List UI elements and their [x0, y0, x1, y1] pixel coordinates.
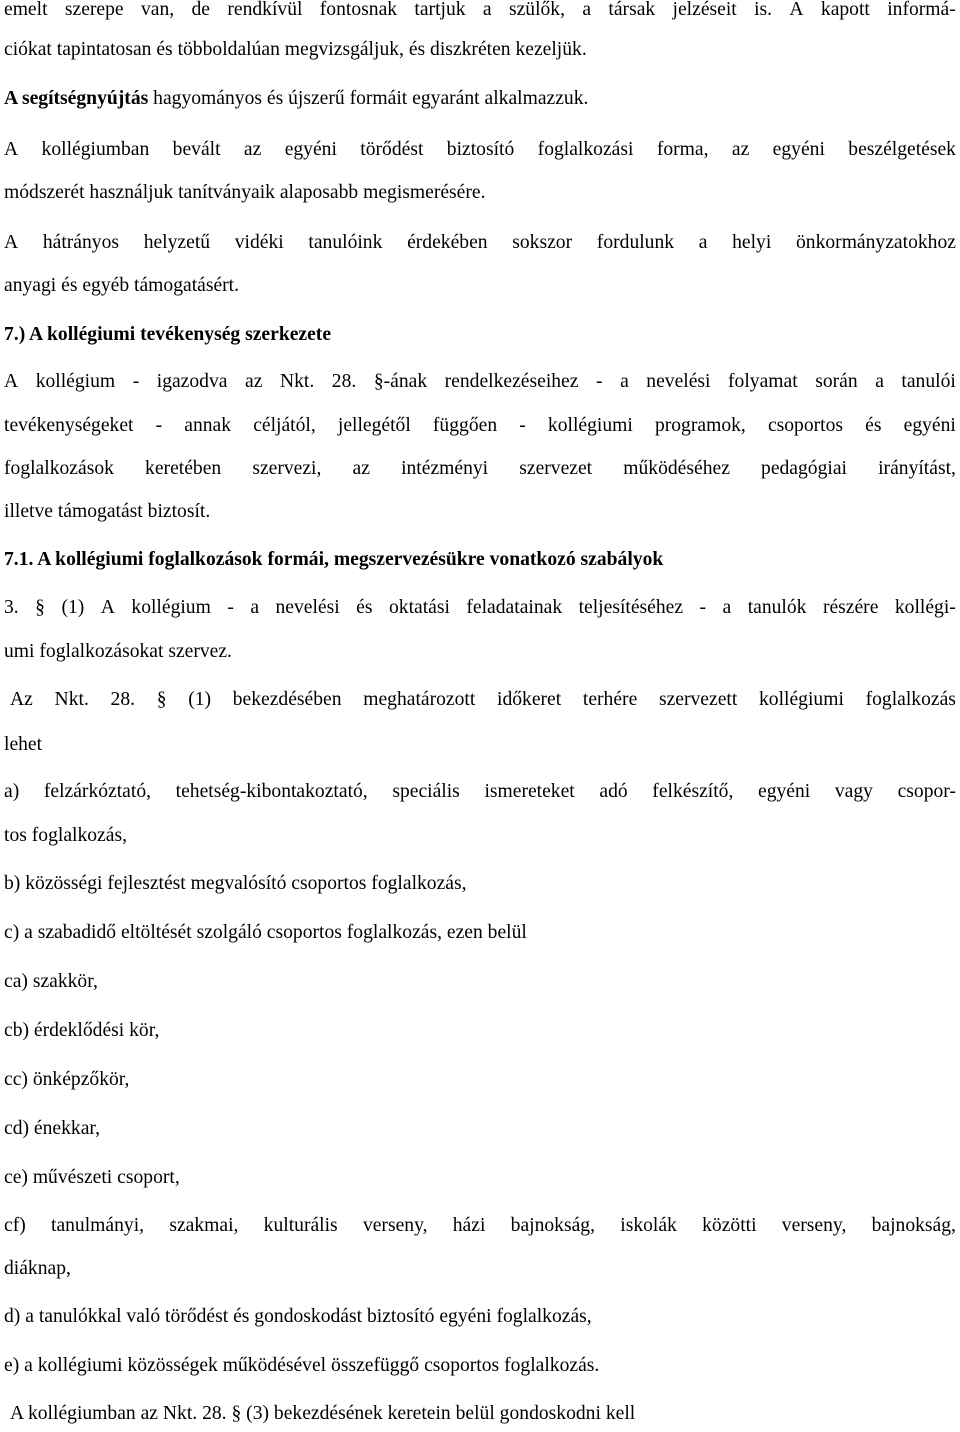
- list-item: e) a kollégiumi közösségek működésével összefüggő csoportos foglalkozás.: [4, 1355, 600, 1376]
- word: házi: [452, 1215, 486, 1236]
- word: egyéni: [772, 139, 825, 160]
- word: kulturális: [263, 1215, 338, 1236]
- list-item: ce) művészeti csoport,: [4, 1167, 180, 1188]
- word: de: [191, 0, 210, 20]
- word: a: [620, 371, 629, 392]
- word: tehetség-kibontakoztató,: [175, 781, 368, 802]
- word: tanulók: [747, 597, 807, 618]
- word: -: [596, 371, 603, 392]
- word: informá-: [887, 0, 956, 20]
- word: szervezett: [658, 689, 738, 710]
- word: az: [731, 139, 750, 160]
- list-item-line: [4, 1216, 956, 1236]
- word: emelt: [4, 0, 48, 20]
- word: bajnokság,: [871, 1215, 956, 1236]
- list-item: b) közösségi fejlesztést megvalósító csoportos foglalkozás,: [4, 873, 467, 894]
- word: helyzetű: [143, 232, 211, 253]
- word: (1): [188, 689, 212, 710]
- word: törődést: [360, 139, 424, 160]
- word: szakmai,: [169, 1215, 239, 1236]
- word: sokszor: [512, 232, 573, 253]
- word: oktatási: [388, 597, 450, 618]
- list-item: cc) önképzőkör,: [4, 1069, 130, 1090]
- list-item-line: tos foglalkozás,: [4, 825, 127, 846]
- paragraph-line: [4, 459, 956, 479]
- word: a: [582, 0, 592, 20]
- word: forma,: [656, 139, 709, 160]
- word: az: [245, 371, 263, 392]
- paragraph-line: [4, 372, 956, 392]
- word: céljától,: [253, 415, 316, 436]
- word: biztosító: [446, 139, 515, 160]
- paragraph-line: [4, 89, 588, 109]
- word: feladatainak: [466, 597, 563, 618]
- paragraph-line: lehet: [4, 734, 43, 755]
- word: A: [4, 232, 19, 253]
- paragraph-line: anyagi és egyéb támogatásért.: [4, 275, 240, 296]
- word: is.: [754, 0, 773, 20]
- word: folyamat: [728, 371, 798, 392]
- word: vagy: [834, 781, 873, 802]
- word: van,: [140, 0, 175, 20]
- word: a: [482, 0, 492, 20]
- list-item-line: [4, 782, 956, 802]
- word: csoportos: [767, 415, 844, 436]
- word: speciális: [392, 781, 460, 802]
- word: 3.: [4, 597, 19, 618]
- bold-phrase: A segítségnyújtás: [4, 88, 149, 109]
- word: irányítást,: [878, 458, 956, 479]
- word: -: [519, 415, 526, 436]
- word: keretében: [145, 458, 222, 479]
- word: bevált: [172, 139, 221, 160]
- word: intézményi: [401, 458, 489, 479]
- word: pedagógiai: [761, 458, 847, 479]
- word: a): [4, 781, 20, 802]
- word: jellegétől: [337, 415, 411, 436]
- word: meghatározott: [363, 689, 476, 710]
- paragraph-line: [4, 598, 956, 618]
- word: tanulmányi,: [51, 1215, 145, 1236]
- paragraph-line: umi foglalkozásokat szervez.: [4, 641, 232, 662]
- word: -: [132, 371, 140, 392]
- word: során: [815, 371, 858, 392]
- word: teljesítéséhez: [578, 597, 684, 618]
- word: szerepe: [64, 0, 124, 20]
- paragraph-line: [4, 140, 956, 160]
- word: helyi: [732, 232, 772, 253]
- word: az: [352, 458, 370, 479]
- word: kollégiumi: [547, 415, 633, 436]
- word: és: [865, 415, 882, 436]
- word: cf): [4, 1215, 26, 1236]
- paragraph-line: illetve támogatást biztosít.: [4, 501, 211, 522]
- word: foglalkozás: [865, 689, 956, 710]
- word: Nkt.: [54, 689, 89, 710]
- word: bajnokság,: [510, 1215, 595, 1236]
- word: kollégium: [35, 371, 116, 392]
- word: tevékenységeket: [4, 415, 134, 436]
- word: időkeret: [497, 689, 562, 710]
- word: 28.: [331, 371, 357, 392]
- word: jelzéseit: [672, 0, 737, 20]
- word: a: [875, 371, 884, 392]
- list-item: c) a szabadidő eltöltését szolgáló csoportos foglalkozás, ezen belül: [4, 922, 527, 943]
- word: §: [156, 689, 167, 710]
- word: annak: [184, 415, 232, 436]
- list-item: ca) szakkör,: [4, 971, 98, 992]
- word: 28.: [110, 689, 136, 710]
- word: érdekében: [407, 232, 488, 253]
- word: terhére: [582, 689, 638, 710]
- list-item-line: diáknap,: [4, 1258, 71, 1279]
- paragraph-line: ciókat tapintatosan és többoldalúan megvizsgáljuk, és diszkréten kezeljük.: [4, 39, 587, 60]
- word: hátrányos: [42, 232, 120, 253]
- paragraph-line: [10, 690, 956, 710]
- paragraph-line: [4, 0, 956, 20]
- word: -: [155, 415, 163, 436]
- word: -: [699, 597, 707, 618]
- word: a: [250, 597, 260, 618]
- word: a: [722, 597, 732, 618]
- word: felzárkóztató,: [43, 781, 152, 802]
- word: §-ának: [373, 371, 428, 392]
- word: verseny,: [781, 1215, 847, 1236]
- line-text: hagyományos és újszerű formáit egyaránt alkalmazzuk.: [148, 88, 589, 109]
- word: önkormányzatokhoz: [795, 232, 956, 253]
- list-item: d) a tanulókkal való törődést és gondoskodást biztosító egyéni foglalkozás,: [4, 1306, 592, 1327]
- paragraph-line: A kollégiumban az Nkt. 28. § (3) bekezdésének keretein belül gondoskodni kell: [10, 1403, 636, 1424]
- word: egyéni: [284, 139, 337, 160]
- word: adó: [599, 781, 628, 802]
- word: A: [100, 597, 115, 618]
- word: társak: [608, 0, 656, 20]
- word: tartjuk: [414, 0, 466, 20]
- word: függően: [432, 415, 498, 436]
- word: A: [789, 0, 804, 20]
- word: bekezdésében: [232, 689, 342, 710]
- word: fontosnak: [319, 0, 398, 20]
- word: kollégi-: [894, 597, 956, 618]
- word: egyéni: [903, 415, 956, 436]
- word: csopor-: [897, 781, 956, 802]
- word: Nkt.: [279, 371, 315, 392]
- section-heading: 7.) A kollégiumi tevékenység szerkezete: [4, 324, 332, 345]
- word: működéséhez: [623, 458, 730, 479]
- list-item: cb) érdeklődési kör,: [4, 1020, 160, 1041]
- list-item: cd) énekkar,: [4, 1118, 101, 1139]
- word: az: [243, 139, 262, 160]
- word: a: [698, 232, 708, 253]
- word: kollégiumi: [758, 689, 844, 710]
- word: iskolák: [620, 1215, 677, 1236]
- word: rendelkezéseihez: [444, 371, 579, 392]
- word: kollégium: [131, 597, 211, 618]
- word: foglalkozások: [4, 458, 114, 479]
- word: kollégiumban: [41, 139, 150, 160]
- word: tanulóink: [308, 232, 383, 253]
- word: és: [356, 597, 373, 618]
- word: beszélgetések: [848, 139, 956, 160]
- word: szülők,: [508, 0, 566, 20]
- paragraph-line: [4, 416, 956, 436]
- word: Az: [10, 689, 33, 710]
- paragraph-line: módszerét használjuk tanítványaik alaposabb megismerésére.: [4, 182, 486, 203]
- word: fordulunk: [596, 232, 675, 253]
- word: nevelési: [646, 371, 711, 392]
- word: nevelési: [275, 597, 340, 618]
- word: felkészítő,: [652, 781, 734, 802]
- word: ismereteket: [484, 781, 575, 802]
- word: A: [4, 139, 19, 160]
- word: rendkívül: [227, 0, 303, 20]
- word: vidéki: [234, 232, 284, 253]
- word: §: [35, 597, 45, 618]
- word: programok,: [654, 415, 746, 436]
- word: egyéni: [758, 781, 811, 802]
- word: részére: [822, 597, 879, 618]
- word: kapott: [820, 0, 870, 20]
- word: közötti: [702, 1215, 757, 1236]
- word: szervezi,: [252, 458, 322, 479]
- subsection-heading: 7.1. A kollégiumi foglalkozások formái, megszervezésükre vonatkozó szabályok: [4, 549, 664, 570]
- paragraph-line: [4, 233, 956, 253]
- word: A: [4, 371, 19, 392]
- word: tanulói: [901, 371, 956, 392]
- word: igazodva: [156, 371, 228, 392]
- word: foglalkozási: [537, 139, 634, 160]
- word: -: [227, 597, 234, 618]
- word: szervezet: [519, 458, 593, 479]
- word: (1): [61, 597, 85, 618]
- word: verseny,: [362, 1215, 428, 1236]
